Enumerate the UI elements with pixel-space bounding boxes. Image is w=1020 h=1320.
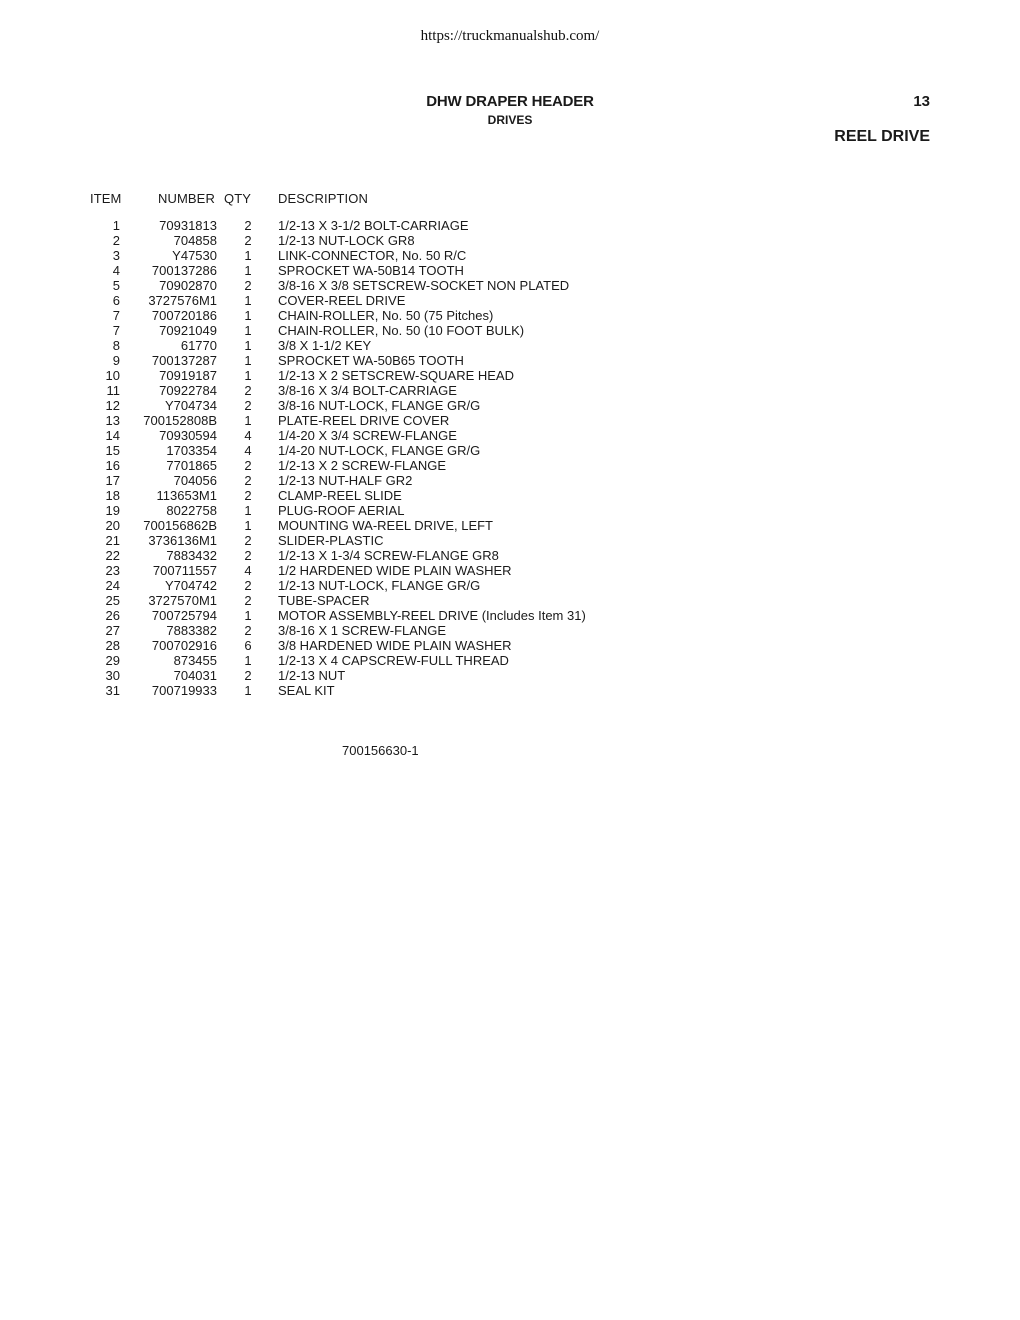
part-row bbox=[0, 608, 1020, 623]
part-number: 700711557 bbox=[152, 563, 217, 578]
part-description: 1/2 HARDENED WIDE PLAIN WASHER bbox=[278, 563, 512, 578]
part-quantity: 1 bbox=[244, 353, 252, 368]
part-quantity: 2 bbox=[244, 398, 252, 413]
part-item-number: 9 bbox=[112, 353, 120, 368]
document-subtitle: DRIVES bbox=[487, 113, 533, 127]
part-item-number: 11 bbox=[106, 383, 120, 398]
part-description: SPROCKET WA-50B14 TOOTH bbox=[278, 263, 464, 278]
part-description: 1/4-20 NUT-LOCK, FLANGE GR/G bbox=[278, 443, 481, 458]
part-item-number: 10 bbox=[105, 368, 120, 383]
part-number: 3727570M1 bbox=[148, 593, 217, 608]
part-quantity: 2 bbox=[244, 458, 252, 473]
part-item-number: 22 bbox=[105, 548, 120, 563]
part-item-number: 7 bbox=[112, 308, 120, 323]
part-item-number: 18 bbox=[105, 488, 120, 503]
part-item-number: 20 bbox=[105, 518, 120, 533]
part-number: 700137287 bbox=[151, 353, 217, 368]
part-item-number: 29 bbox=[105, 653, 120, 668]
part-item-number: 27 bbox=[105, 623, 120, 638]
part-row bbox=[0, 668, 1020, 683]
part-description: 1/2-13 X 4 CAPSCREW-FULL THREAD bbox=[278, 653, 509, 668]
illustration-code: 700156630-1 bbox=[342, 743, 419, 758]
part-row bbox=[0, 263, 1020, 278]
part-item-number: 1 bbox=[112, 218, 120, 233]
part-number: 70922784 bbox=[159, 383, 217, 398]
part-number: 70930594 bbox=[159, 428, 217, 443]
document-title: DHW DRAPER HEADER bbox=[426, 93, 594, 110]
part-description: PLATE-REEL DRIVE COVER bbox=[278, 413, 450, 428]
part-row bbox=[0, 638, 1020, 653]
part-number: 7701865 bbox=[166, 458, 217, 473]
part-quantity: 4 bbox=[244, 428, 252, 443]
part-number: 700725794 bbox=[151, 608, 217, 623]
part-row bbox=[0, 443, 1020, 458]
part-item-number: 28 bbox=[105, 638, 120, 653]
part-item-number: 24 bbox=[105, 578, 120, 593]
part-description: SPROCKET WA-50B65 TOOTH bbox=[278, 353, 464, 368]
part-description: SEAL KIT bbox=[278, 683, 335, 698]
part-number: 700137286 bbox=[151, 263, 217, 278]
part-quantity: 2 bbox=[244, 218, 252, 233]
part-number: 8022758 bbox=[166, 503, 217, 518]
part-quantity: 1 bbox=[244, 413, 252, 428]
part-number: 7883382 bbox=[166, 623, 217, 638]
part-quantity: 2 bbox=[244, 533, 252, 548]
part-item-number: 25 bbox=[105, 593, 120, 608]
part-quantity: 2 bbox=[244, 278, 252, 293]
part-item-number: 4 bbox=[112, 263, 120, 278]
part-item-number: 21 bbox=[105, 533, 120, 548]
part-number: 70931813 bbox=[159, 218, 217, 233]
part-description: CLAMP-REEL SLIDE bbox=[278, 488, 402, 503]
part-description: 1/2-13 NUT-LOCK GR8 bbox=[278, 233, 415, 248]
part-description: TUBE-SPACER bbox=[278, 593, 370, 608]
part-number: 3727576M1 bbox=[148, 293, 217, 308]
part-number: 700152808B bbox=[143, 413, 217, 428]
part-quantity: 1 bbox=[244, 293, 252, 308]
part-row bbox=[0, 233, 1020, 248]
part-description: 1/2-13 NUT bbox=[278, 668, 346, 683]
part-description: 1/4-20 X 3/4 SCREW-FLANGE bbox=[278, 428, 457, 443]
part-description: COVER-REEL DRIVE bbox=[278, 293, 406, 308]
part-row bbox=[0, 338, 1020, 353]
section-title: REEL DRIVE bbox=[834, 128, 930, 145]
part-quantity: 1 bbox=[244, 263, 252, 278]
part-number: 70902870 bbox=[159, 278, 217, 293]
part-number: 7883432 bbox=[166, 548, 217, 563]
part-quantity: 2 bbox=[244, 233, 252, 248]
part-row bbox=[0, 503, 1020, 518]
source-url: https://truckmanualshub.com/ bbox=[420, 28, 600, 44]
part-item-number: 6 bbox=[112, 293, 120, 308]
part-description: 1/2-13 NUT-LOCK, FLANGE GR/G bbox=[278, 578, 481, 593]
part-quantity: 1 bbox=[244, 683, 252, 698]
part-description: 1/2-13 X 3-1/2 BOLT-CARRIAGE bbox=[278, 218, 469, 233]
part-row bbox=[0, 383, 1020, 398]
part-description: 3/8-16 X 1 SCREW-FLANGE bbox=[278, 623, 447, 638]
part-item-number: 31 bbox=[105, 683, 120, 698]
parts-list bbox=[0, 218, 1020, 698]
part-quantity: 1 bbox=[244, 248, 252, 263]
part-description: 3/8 HARDENED WIDE PLAIN WASHER bbox=[278, 638, 512, 653]
part-item-number: 2 bbox=[112, 233, 120, 248]
part-item-number: 17 bbox=[105, 473, 120, 488]
part-quantity: 6 bbox=[244, 638, 252, 653]
part-row bbox=[0, 218, 1020, 233]
part-number: 70919187 bbox=[159, 368, 217, 383]
part-number: 113653M1 bbox=[156, 488, 217, 503]
part-quantity: 1 bbox=[244, 308, 252, 323]
part-quantity: 2 bbox=[244, 623, 252, 638]
part-quantity: 1 bbox=[244, 368, 252, 383]
part-number: 700720186 bbox=[151, 308, 217, 323]
part-description: MOTOR ASSEMBLY-REEL DRIVE (Includes Item 31) bbox=[278, 608, 586, 623]
part-row bbox=[0, 293, 1020, 308]
part-description: SLIDER-PLASTIC bbox=[278, 533, 384, 548]
column-header-qty: QTY bbox=[224, 191, 252, 206]
part-number: 3736136M1 bbox=[148, 533, 217, 548]
part-row bbox=[0, 323, 1020, 338]
part-row bbox=[0, 563, 1020, 578]
part-row bbox=[0, 278, 1020, 293]
part-row bbox=[0, 653, 1020, 668]
part-number: 873455 bbox=[173, 653, 217, 668]
part-description: 3/8-16 NUT-LOCK, FLANGE GR/G bbox=[278, 398, 481, 413]
part-row bbox=[0, 353, 1020, 368]
column-header-number: NUMBER bbox=[158, 191, 215, 206]
part-item-number: 12 bbox=[105, 398, 120, 413]
part-description: CHAIN-ROLLER, No. 50 (75 Pitches) bbox=[278, 308, 494, 323]
part-number: Y704742 bbox=[164, 578, 217, 593]
part-item-number: 30 bbox=[105, 668, 120, 683]
part-number: 1703354 bbox=[166, 443, 217, 458]
part-quantity: 1 bbox=[244, 323, 252, 338]
part-quantity: 2 bbox=[244, 593, 252, 608]
part-row bbox=[0, 458, 1020, 473]
part-number: 700702916 bbox=[151, 638, 217, 653]
part-quantity: 2 bbox=[244, 383, 252, 398]
part-item-number: 14 bbox=[105, 428, 120, 443]
part-number: Y704734 bbox=[164, 398, 217, 413]
part-number: Y47530 bbox=[172, 248, 217, 263]
part-row bbox=[0, 368, 1020, 383]
part-row bbox=[0, 623, 1020, 638]
part-description: CHAIN-ROLLER, No. 50 (10 FOOT BULK) bbox=[278, 323, 525, 338]
part-item-number: 7 bbox=[112, 323, 120, 338]
part-description: PLUG-ROOF AERIAL bbox=[278, 503, 405, 518]
part-description: 3/8-16 X 3/8 SETSCREW-SOCKET NON PLATED bbox=[278, 278, 570, 293]
part-quantity: 1 bbox=[244, 653, 252, 668]
part-quantity: 1 bbox=[244, 518, 252, 533]
part-description: 1/2-13 X 2 SCREW-FLANGE bbox=[278, 458, 447, 473]
part-row bbox=[0, 428, 1020, 443]
part-item-number: 3 bbox=[112, 248, 120, 263]
part-row bbox=[0, 518, 1020, 533]
part-quantity: 1 bbox=[244, 608, 252, 623]
part-row bbox=[0, 413, 1020, 428]
part-item-number: 5 bbox=[112, 278, 120, 293]
page-number: 13 bbox=[913, 93, 930, 110]
part-item-number: 13 bbox=[105, 413, 120, 428]
part-description: 3/8-16 X 3/4 BOLT-CARRIAGE bbox=[278, 383, 457, 398]
part-row bbox=[0, 533, 1020, 548]
column-header-description: DESCRIPTION bbox=[278, 191, 368, 206]
part-number: 704056 bbox=[173, 473, 217, 488]
part-row bbox=[0, 488, 1020, 503]
part-description: 1/2-13 X 1-3/4 SCREW-FLANGE GR8 bbox=[278, 548, 499, 563]
part-description: LINK-CONNECTOR, No. 50 R/C bbox=[278, 248, 467, 263]
part-number: 61770 bbox=[180, 338, 217, 353]
part-number: 70921049 bbox=[159, 323, 217, 338]
part-item-number: 23 bbox=[105, 563, 120, 578]
part-item-number: 16 bbox=[105, 458, 120, 473]
part-number: 704858 bbox=[173, 233, 217, 248]
part-description: 3/8 X 1-1/2 KEY bbox=[278, 338, 372, 353]
part-quantity: 1 bbox=[244, 338, 252, 353]
part-row bbox=[0, 473, 1020, 488]
part-description: 1/2-13 NUT-HALF GR2 bbox=[278, 473, 413, 488]
part-number: 700156862B bbox=[143, 518, 217, 533]
column-header-item: ITEM bbox=[90, 191, 122, 206]
part-description: MOUNTING WA-REEL DRIVE, LEFT bbox=[278, 518, 493, 533]
part-row bbox=[0, 308, 1020, 323]
part-row bbox=[0, 398, 1020, 413]
part-quantity: 2 bbox=[244, 473, 252, 488]
part-quantity: 4 bbox=[244, 443, 252, 458]
part-quantity: 2 bbox=[244, 668, 252, 683]
part-description: 1/2-13 X 2 SETSCREW-SQUARE HEAD bbox=[278, 368, 514, 383]
part-quantity: 2 bbox=[244, 488, 252, 503]
part-row bbox=[0, 578, 1020, 593]
part-number: 704031 bbox=[173, 668, 217, 683]
part-item-number: 26 bbox=[105, 608, 120, 623]
part-row bbox=[0, 248, 1020, 263]
part-row bbox=[0, 683, 1020, 698]
part-item-number: 15 bbox=[105, 443, 120, 458]
part-quantity: 4 bbox=[244, 563, 252, 578]
part-item-number: 19 bbox=[105, 503, 120, 518]
part-quantity: 2 bbox=[244, 578, 252, 593]
part-item-number: 8 bbox=[112, 338, 120, 353]
part-quantity: 2 bbox=[244, 548, 252, 563]
part-row bbox=[0, 548, 1020, 563]
part-row bbox=[0, 593, 1020, 608]
part-number: 700719933 bbox=[151, 683, 217, 698]
part-quantity: 1 bbox=[244, 503, 252, 518]
